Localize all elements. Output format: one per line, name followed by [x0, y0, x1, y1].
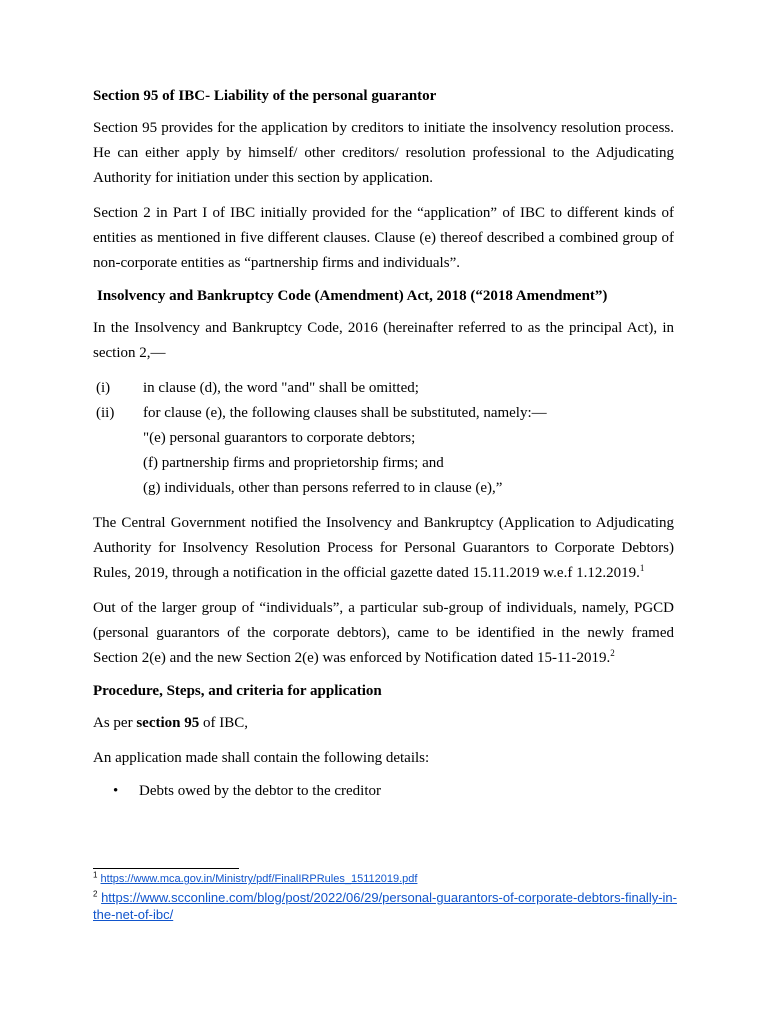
- document-body: [93, 86, 674, 801]
- footnote-1: [93, 870, 418, 885]
- paragraph-section-2: Section 2 in Part I of IBC initially provided for the “application” of IBC to different kinds of entities as mentioned in five different clauses. Clause (e) thereof described a combined group of non-corporate entities as “partnership firms and individuals”.: [93, 205, 674, 271]
- bullet-text: Debts owed by the debtor to the creditor: [139, 783, 382, 799]
- list-text: for clause (e), the following clauses shall be substituted, namely:—: [143, 405, 547, 421]
- footnote-number: 1: [93, 870, 98, 880]
- text-suffix: of IBC,: [199, 715, 248, 731]
- footnote-2-link[interactable]: https://www.scconline.com/blog/post/2022/06/29/personal-guarantors-of-corporate-debtors-finally-in-the-net-of-ibc/: [93, 890, 677, 922]
- paragraph-text: The Central Government notified the Insolvency and Bankruptcy (Application to Adjudicating Authority for Insolvency Resolution Process for Personal Guarantors to Corporate Debtors) Rules, 2019, through a notification in the official gazette dated 15.11.2019 w.e.f 1.12.2019.: [93, 515, 674, 581]
- sublist-item: (g) individuals, other than persons referred to in clause (e),”: [143, 480, 503, 496]
- footnote-separator: [93, 868, 239, 869]
- list-item: [93, 376, 674, 401]
- paragraph-principal-act: In the Insolvency and Bankruptcy Code, 2016 (hereinafter referred to as the principal Act), in section 2,—: [93, 320, 674, 361]
- text-bold-section: section 95: [136, 715, 200, 731]
- footnote-ref-1[interactable]: 1: [639, 563, 645, 573]
- heading-amendment-2018: Insolvency and Bankruptcy Code (Amendment) Act, 2018 (“2018 Amendment”): [97, 288, 608, 304]
- heading-section-95: Section 95 of IBC- Liability of the personal guarantor: [93, 88, 437, 104]
- footnote-number: 2: [93, 889, 98, 899]
- footnote-ref-2[interactable]: 2: [610, 648, 615, 658]
- bullet-icon: •: [113, 783, 119, 799]
- bullet-list-item: [93, 781, 674, 801]
- heading-procedure: Procedure, Steps, and criteria for application: [93, 683, 382, 699]
- paragraph-as-per: [93, 711, 674, 736]
- list-number: (i): [96, 380, 111, 396]
- paragraph-text: Out of the larger group of “individuals”, a particular sub-group of individuals, namely, PGCD (personal guarantors of the corporate debtors), came to be identified in the newly framed Section 2(e) and the new Section 2(e) was enforced by Notification dated 15-11-2019.: [93, 600, 674, 666]
- paragraph-section-95: Section 95 provides for the application by creditors to initiate the insolvency resolution process. He can either apply by himself/ other creditors/ resolution professional to the Adjudicating Authority for initiation under this section by application.: [93, 120, 674, 186]
- sublist-item: (f) partnership firms and proprietorship firms; and: [143, 455, 444, 471]
- paragraph-pgcd: [93, 596, 674, 671]
- list-number: (ii): [96, 405, 115, 421]
- sublist-item: "(e) personal guarantors to corporate debtors;: [143, 430, 416, 446]
- paragraph-central-government: [93, 511, 674, 586]
- list-text: in clause (d), the word "and" shall be omitted;: [143, 380, 419, 396]
- paragraph-application-details: An application made shall contain the following details:: [93, 750, 430, 766]
- footnote-1-link[interactable]: https://www.mca.gov.in/Ministry/pdf/FinalIRPRules_15112019.pdf: [100, 873, 418, 885]
- list-item: [93, 401, 674, 426]
- text-prefix: As per: [93, 715, 137, 731]
- footnote-2: [93, 889, 683, 923]
